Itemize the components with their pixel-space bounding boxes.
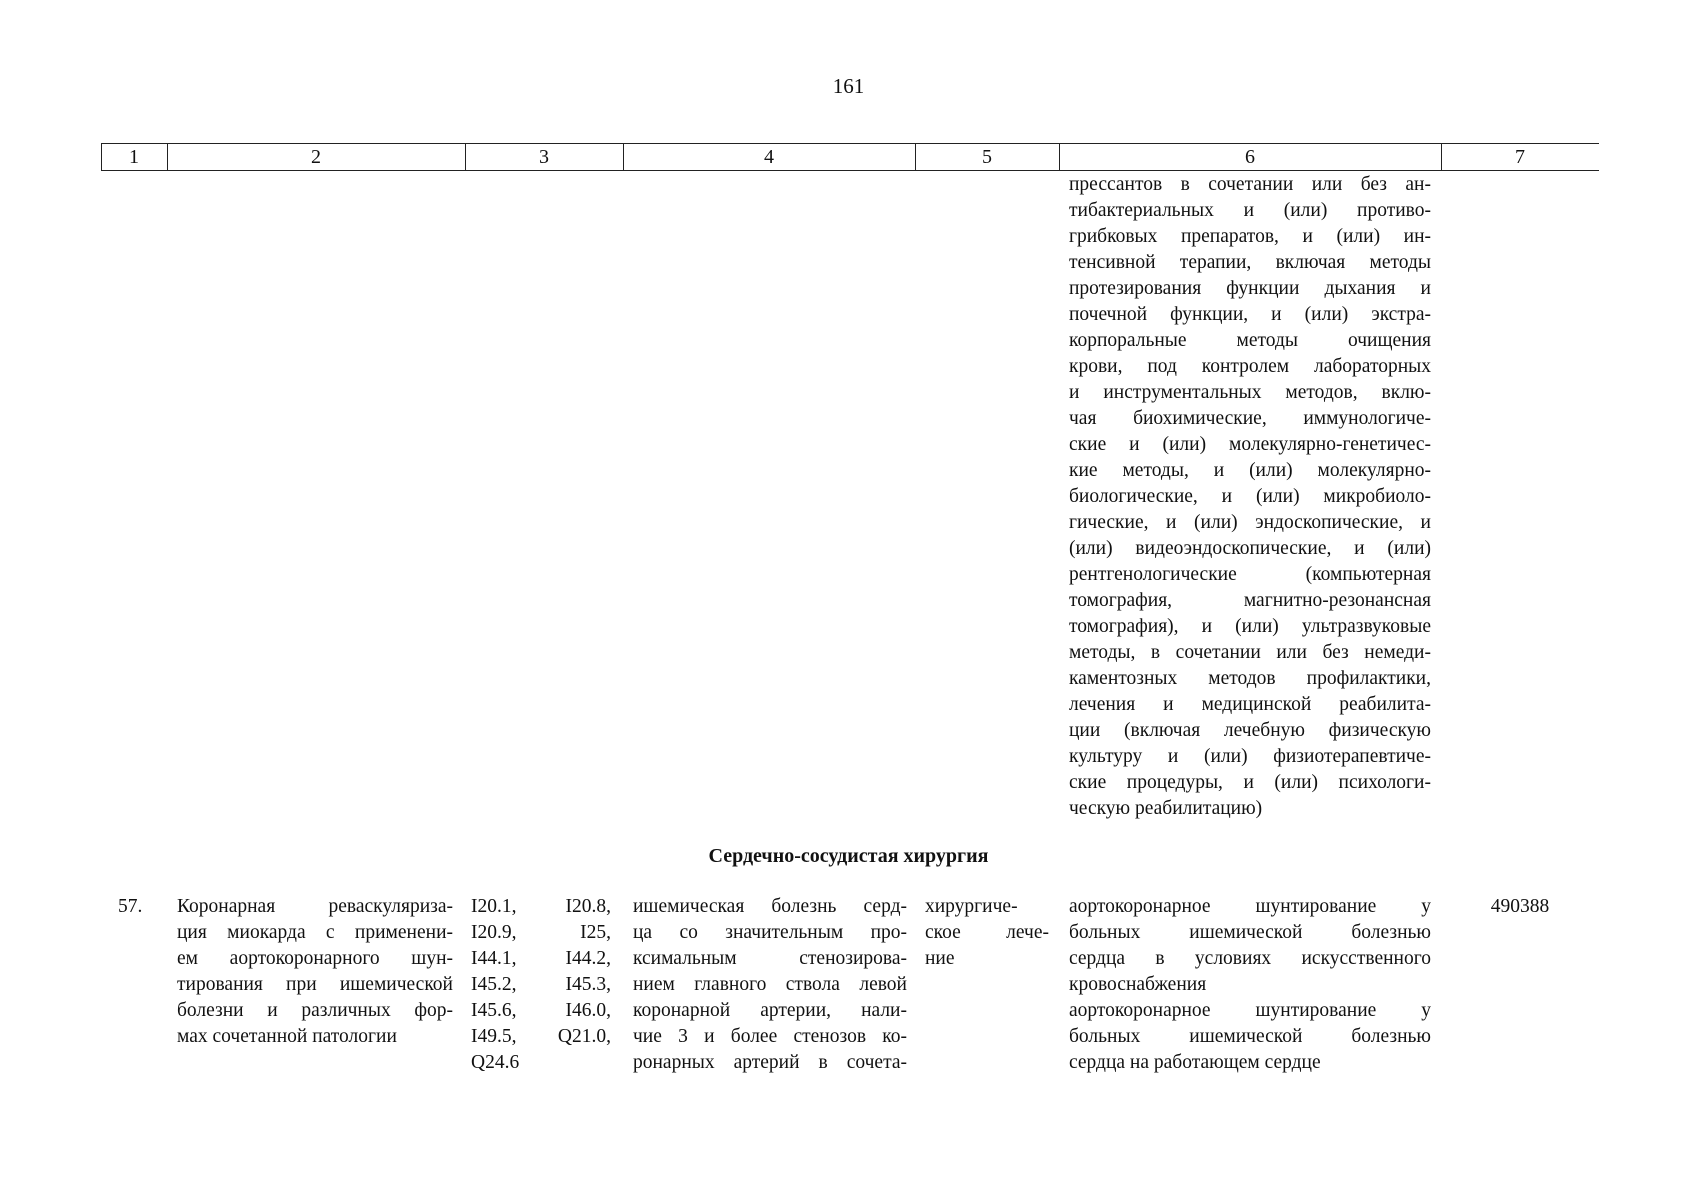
text-line: методы, в сочетании или без немеди- [1069, 642, 1431, 663]
text-line: протезирования функции дыхания и [1069, 278, 1431, 299]
text-line: болезни и различных фор- [177, 1000, 453, 1021]
text-line: крови, под контролем лабораторных [1069, 356, 1431, 377]
header-divider [1441, 143, 1442, 171]
code-line [471, 894, 611, 920]
text-line: тибактериальных и (или) противо- [1069, 200, 1431, 221]
text-line: биологические, и (или) микробиоло- [1069, 486, 1431, 507]
text-line: томография, магнитно-резонансная [1069, 590, 1431, 611]
text-line: ксимальным стенозирова- [633, 948, 907, 969]
text-line: чие 3 и более стенозов ко- [633, 1026, 907, 1047]
text-line: и инструментальных методов, вклю- [1069, 382, 1431, 403]
text-line: нием главного ствола левой [633, 974, 907, 995]
row-col5-treatment [925, 894, 1049, 972]
row-col4-diagnosis [633, 894, 907, 1076]
text-line: аортокоронарное шунтирование у [1069, 896, 1431, 917]
code-line [471, 920, 611, 946]
code-line [471, 998, 611, 1024]
code: I25, [580, 922, 611, 943]
text-line: лечения и медицинской реабилита- [1069, 694, 1431, 715]
header-col-5: 5 [982, 146, 992, 168]
text-line: каментозных методов профилактики, [1069, 668, 1431, 689]
code: I45.3, [565, 974, 611, 995]
text-line: ция миокарда с применени- [177, 922, 453, 943]
text-line: ца со значительным про- [633, 922, 907, 943]
code: Q21.0, [557, 1026, 611, 1047]
text-line: ские и (или) молекулярно-генетичес- [1069, 434, 1431, 455]
text-line: больных ишемической болезнью [1069, 922, 1431, 943]
table-header-row [101, 143, 1599, 171]
page-number: 161 [832, 74, 865, 98]
text-line: чая биохимические, иммунологиче- [1069, 408, 1431, 429]
code: I49.5, [471, 1026, 517, 1047]
header-col-1: 1 [129, 146, 139, 168]
text-line: сердца на работающем сердце [1069, 1052, 1321, 1073]
text-line: аортокоронарное шунтирование у [1069, 1000, 1431, 1021]
header-divider [465, 143, 466, 171]
code: I20.1, [471, 896, 517, 917]
text-line: грибковых препаратов, и (или) ин- [1069, 226, 1431, 247]
header-divider [915, 143, 916, 171]
header-col-4: 4 [764, 146, 774, 168]
text-line: тенсивной терапии, включая методы [1069, 252, 1431, 273]
header-divider [623, 143, 624, 171]
code: Q24.6 [471, 1052, 520, 1073]
code: I44.2, [565, 948, 611, 969]
section-title: Сердечно-сосудистая хирургия [708, 845, 989, 867]
header-divider [167, 143, 168, 171]
text-line: культуру и (или) физиотерапевтиче- [1069, 746, 1431, 767]
text-line: мах сочетанной патологии [177, 1026, 397, 1047]
row-col2-method [177, 894, 453, 1050]
text-line: гические, и (или) эндоскопические, и [1069, 512, 1431, 533]
code-line [471, 972, 611, 998]
text-line: ронарных артерий в сочета- [633, 1052, 907, 1073]
header-divider [1059, 143, 1060, 171]
text-line: коронарной артерии, нали- [633, 1000, 907, 1021]
continuation-col6 [1069, 172, 1431, 822]
header-col-6: 6 [1245, 146, 1255, 168]
text-line: ские процедуры, и (или) психологи- [1069, 772, 1431, 793]
text-line: хирургиче- [925, 896, 1018, 917]
code-line [471, 1024, 611, 1050]
code: I45.6, [471, 1000, 517, 1021]
text-line: прессантов в сочетании или без ан- [1069, 174, 1431, 195]
text-line: кровоснабжения [1069, 974, 1207, 995]
code-line [471, 1050, 611, 1076]
row-col6-method [1069, 894, 1431, 1076]
code: I46.0, [565, 1000, 611, 1021]
text-line: ское лече- [925, 922, 1049, 943]
text-line: ние [925, 948, 955, 969]
text-line: больных ишемической болезнью [1069, 1026, 1431, 1047]
text-line: кие методы, и (или) молекулярно- [1069, 460, 1431, 481]
text-line: тирования при ишемической [177, 974, 453, 995]
text-line: ишемическая болезнь серд- [633, 896, 907, 917]
text-line: ем аортокоронарного шун- [177, 948, 453, 969]
code: I20.9, [471, 922, 517, 943]
header-col-3: 3 [539, 146, 549, 168]
text-line: почечной функции, и (или) экстра- [1069, 304, 1431, 325]
row-col3-codes [471, 894, 611, 1076]
row-number: 57. [118, 896, 143, 917]
text-line: ции (включая лечебную физическую [1069, 720, 1431, 741]
header-col-7: 7 [1515, 146, 1525, 168]
code: I44.1, [471, 948, 517, 969]
code: I45.2, [471, 974, 517, 995]
text-line: томография), и (или) ультразвуковые [1069, 616, 1431, 637]
text-line: (или) видеоэндоскопические, и (или) [1069, 538, 1431, 559]
row-col7-cost: 490388 [1490, 896, 1550, 917]
text-line: Коронарная реваскуляриза- [177, 896, 453, 917]
code: I20.8, [565, 896, 611, 917]
header-col-2: 2 [311, 146, 321, 168]
code-line [471, 946, 611, 972]
header-divider [101, 143, 102, 171]
text-line: рентгенологические (компьютерная [1069, 564, 1431, 585]
text-line: ческую реабилитацию) [1069, 798, 1263, 819]
text-line: корпоральные методы очищения [1069, 330, 1431, 351]
text-line: сердца в условиях искусственного [1069, 948, 1431, 969]
